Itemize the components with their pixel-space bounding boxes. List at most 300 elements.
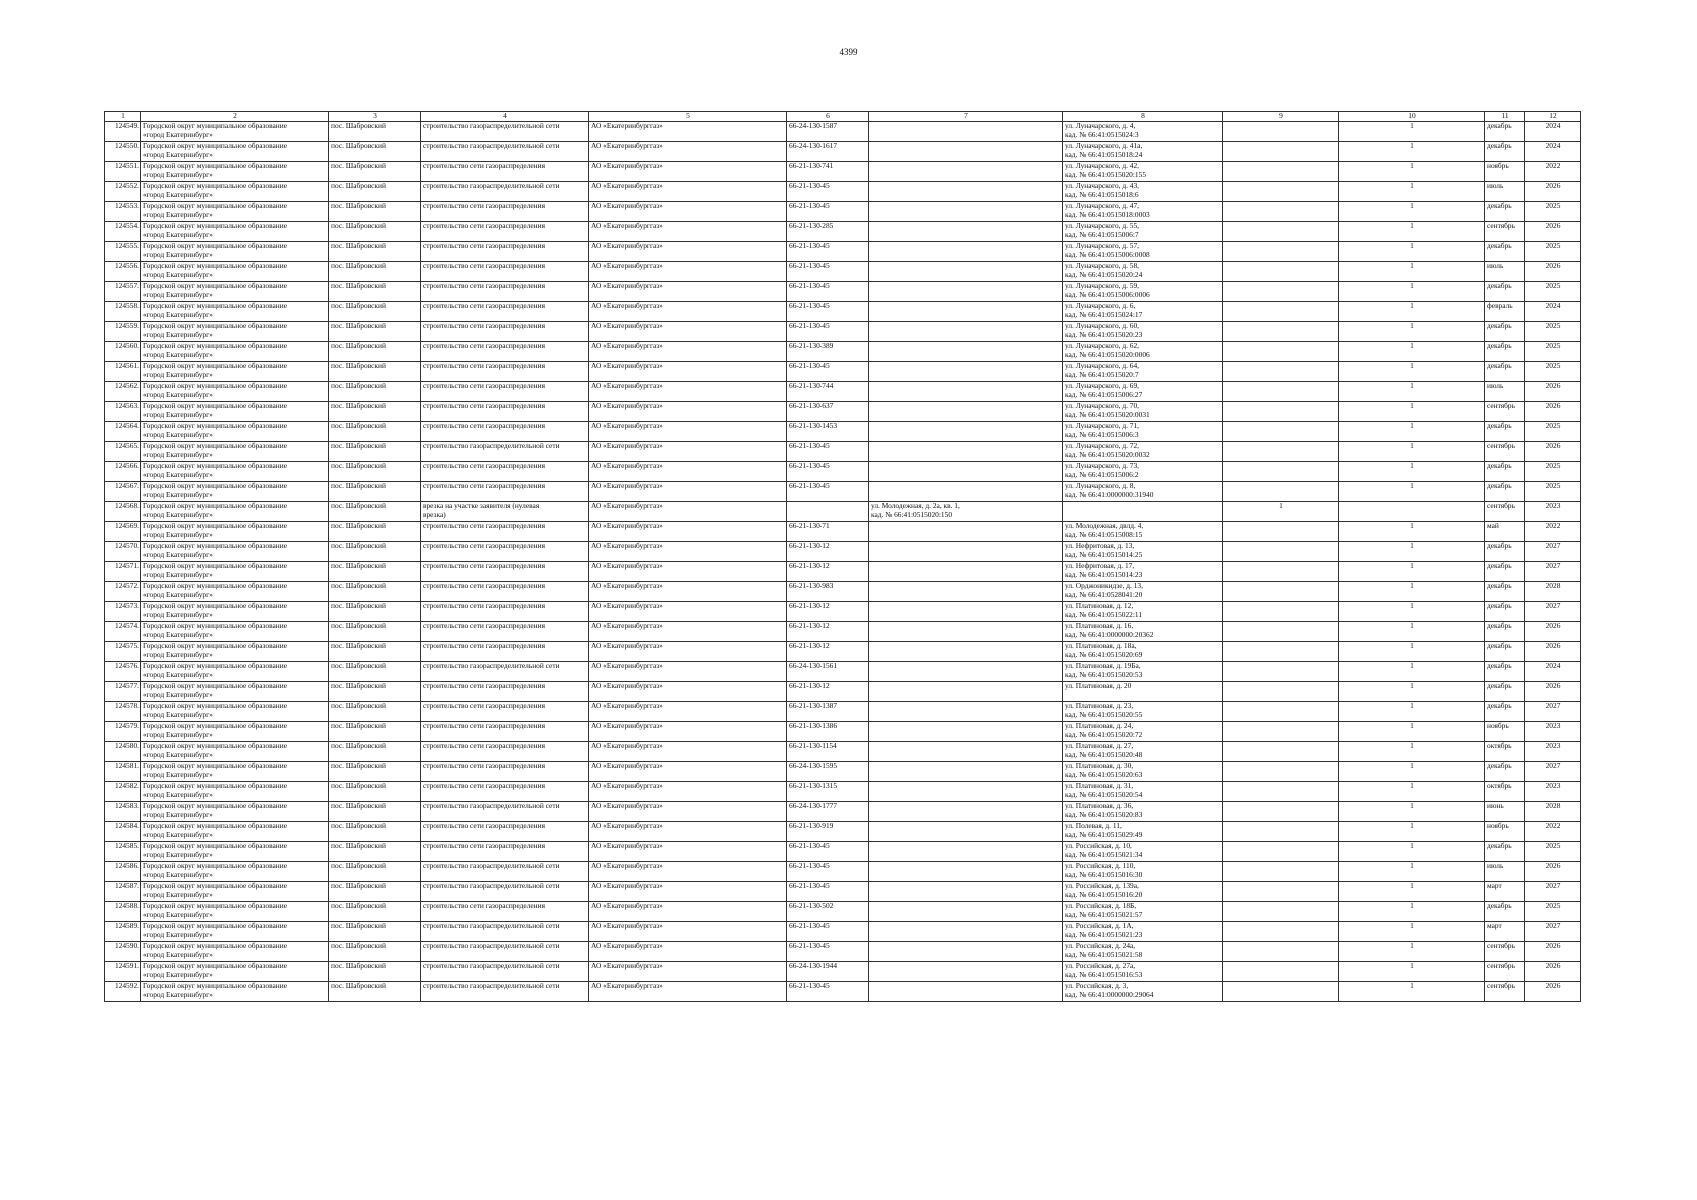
cell-organization-line-1: АО «Екатеринбурггаз» bbox=[591, 441, 663, 450]
cell-col10 bbox=[1339, 682, 1485, 702]
cell-municipality bbox=[141, 362, 329, 382]
cell-work-type bbox=[421, 602, 589, 622]
cell-col10 bbox=[1339, 602, 1485, 622]
cell-municipality-line-1: Городской округ муниципальное образование bbox=[143, 261, 287, 270]
cell-number bbox=[105, 962, 141, 982]
cell-number bbox=[105, 922, 141, 942]
cell-organization-line-1: АО «Екатеринбурггаз» bbox=[591, 381, 663, 390]
cell-municipality-line-1: Городской округ муниципальное образование bbox=[143, 161, 287, 170]
cell-col10 bbox=[1339, 942, 1485, 962]
cell-col10-line-1: 1 bbox=[1410, 981, 1414, 990]
cell-col7 bbox=[869, 262, 1063, 282]
cell-number-line-1: 124585. bbox=[114, 841, 139, 850]
cell-work-type bbox=[421, 842, 589, 862]
cell-number bbox=[105, 522, 141, 542]
cell-number bbox=[105, 822, 141, 842]
cell-number bbox=[105, 942, 141, 962]
cell-address-line-1: ул. Луначарского, д. 59, bbox=[1065, 281, 1140, 290]
cell-municipality bbox=[141, 562, 329, 582]
cell-col7 bbox=[869, 922, 1063, 942]
cell-work-type bbox=[421, 982, 589, 1002]
cell-address-line-2: кад. № 66:41:0515006:7 bbox=[1065, 229, 1139, 239]
cell-year bbox=[1525, 142, 1581, 162]
cell-locality-line-1: пос. Шабровский bbox=[331, 841, 386, 850]
cell-address-line-1: ул. Российская, д. 24а, bbox=[1065, 941, 1136, 950]
table-row bbox=[105, 402, 1581, 422]
cell-address-line-1: ул. Луначарского, д. 70, bbox=[1065, 401, 1140, 410]
cell-code bbox=[787, 582, 869, 602]
cell-code-line-1: 66-24-130-1561 bbox=[789, 661, 838, 670]
cell-locality-line-1: пос. Шабровский bbox=[331, 861, 386, 870]
cell-municipality-line-1: Городской округ муниципальное образование bbox=[143, 781, 287, 790]
cell-municipality-line-1: Городской округ муниципальное образование bbox=[143, 281, 287, 290]
table-row bbox=[105, 502, 1581, 522]
cell-organization bbox=[589, 522, 787, 542]
cell-organization bbox=[589, 202, 787, 222]
cell-municipality-line-1: Городской округ муниципальное образование bbox=[143, 661, 287, 670]
cell-col10-line-1: 1 bbox=[1410, 221, 1414, 230]
cell-code bbox=[787, 382, 869, 402]
cell-municipality-line-2: «город Екатеринбург» bbox=[143, 409, 213, 419]
cell-code bbox=[787, 162, 869, 182]
cell-locality bbox=[329, 942, 421, 962]
cell-code bbox=[787, 502, 869, 522]
cell-organization bbox=[589, 982, 787, 1002]
cell-address-line-2: кад. № 66:41:0515020:0032 bbox=[1065, 449, 1150, 459]
table-row bbox=[105, 462, 1581, 482]
cell-number-line-1: 124575. bbox=[114, 641, 139, 650]
cell-code bbox=[787, 242, 869, 262]
cell-organization-line-1: АО «Екатеринбурггаз» bbox=[591, 681, 663, 690]
cell-address bbox=[1063, 522, 1223, 542]
table-row bbox=[105, 942, 1581, 962]
table-row bbox=[105, 262, 1581, 282]
cell-number bbox=[105, 282, 141, 302]
cell-locality-line-1: пос. Шабровский bbox=[331, 181, 386, 190]
cell-organization bbox=[589, 142, 787, 162]
cell-year bbox=[1525, 562, 1581, 582]
cell-municipality bbox=[141, 422, 329, 442]
cell-address bbox=[1063, 822, 1223, 842]
cell-address bbox=[1063, 802, 1223, 822]
table-row bbox=[105, 622, 1581, 642]
cell-col9 bbox=[1223, 462, 1339, 482]
cell-work-type-line-1: строительство сети газораспределения bbox=[423, 361, 545, 370]
cell-year-line-1: 2024 bbox=[1545, 121, 1561, 130]
cell-code-line-1: 66-21-130-12 bbox=[789, 681, 830, 690]
cell-col7 bbox=[869, 662, 1063, 682]
cell-year-line-1: 2025 bbox=[1545, 421, 1561, 430]
cell-address-line-2: кад. № 66:41:0515016:20 bbox=[1065, 889, 1143, 899]
cell-work-type bbox=[421, 162, 589, 182]
cell-col10-line-1: 1 bbox=[1410, 641, 1414, 650]
cell-year-line-1: 2023 bbox=[1545, 721, 1561, 730]
cell-year-line-1: 2025 bbox=[1545, 201, 1561, 210]
cell-organization bbox=[589, 842, 787, 862]
cell-number-line-1: 124576. bbox=[114, 661, 139, 670]
cell-address bbox=[1063, 142, 1223, 162]
cell-code bbox=[787, 902, 869, 922]
cell-col7 bbox=[869, 702, 1063, 722]
cell-address-line-2: кад. № 66:41:0515029:49 bbox=[1065, 829, 1143, 839]
cell-organization-line-1: АО «Екатеринбурггаз» bbox=[591, 841, 663, 850]
cell-work-type-line-1: строительство сети газораспределения bbox=[423, 621, 545, 630]
cell-code-line-1: 66-21-130-1315 bbox=[789, 781, 838, 790]
cell-year-line-1: 2023 bbox=[1545, 741, 1561, 750]
cell-organization bbox=[589, 462, 787, 482]
cell-work-type bbox=[421, 422, 589, 442]
cell-number-line-1: 124588. bbox=[114, 901, 139, 910]
cell-municipality-line-2: «город Екатеринбург» bbox=[143, 389, 213, 399]
cell-work-type-line-1: строительство сети газораспределения bbox=[423, 241, 545, 250]
cell-number-line-1: 124561. bbox=[114, 361, 139, 370]
cell-municipality-line-1: Городской округ муниципальное образование bbox=[143, 881, 287, 890]
cell-work-type bbox=[421, 882, 589, 902]
cell-year bbox=[1525, 702, 1581, 722]
cell-organization-line-1: АО «Екатеринбурггаз» bbox=[591, 401, 663, 410]
cell-col9 bbox=[1223, 922, 1339, 942]
cell-municipality-line-2: «город Екатеринбург» bbox=[143, 809, 213, 819]
cell-col10-line-1: 1 bbox=[1410, 161, 1414, 170]
cell-code-line-1: 66-24-130-1617 bbox=[789, 141, 838, 150]
cell-col7 bbox=[869, 802, 1063, 822]
cell-work-type-line-1: строительство газораспределительной сети bbox=[423, 881, 560, 890]
cell-number-line-1: 124553. bbox=[114, 201, 139, 210]
cell-locality bbox=[329, 722, 421, 742]
cell-locality bbox=[329, 322, 421, 342]
cell-col9 bbox=[1223, 442, 1339, 462]
cell-code-line-1: 66-21-130-45 bbox=[789, 361, 830, 370]
cell-col10-line-1: 1 bbox=[1410, 541, 1414, 550]
cell-col10-line-1: 1 bbox=[1410, 461, 1414, 470]
cell-col9 bbox=[1223, 402, 1339, 422]
cell-locality-line-1: пос. Шабровский bbox=[331, 681, 386, 690]
table-row bbox=[105, 482, 1581, 502]
cell-month-line-1: декабрь bbox=[1487, 361, 1512, 370]
cell-month bbox=[1485, 282, 1525, 302]
cell-col7 bbox=[869, 402, 1063, 422]
cell-municipality-line-1: Городской округ муниципальное образование bbox=[143, 921, 287, 930]
cell-col10-line-1: 1 bbox=[1410, 721, 1414, 730]
cell-year bbox=[1525, 422, 1581, 442]
cell-month-line-1: ноябрь bbox=[1487, 721, 1509, 730]
cell-year-line-1: 2027 bbox=[1545, 761, 1561, 770]
cell-number bbox=[105, 722, 141, 742]
cell-work-type bbox=[421, 922, 589, 942]
cell-municipality bbox=[141, 842, 329, 862]
cell-col9 bbox=[1223, 162, 1339, 182]
cell-col10 bbox=[1339, 662, 1485, 682]
cell-year bbox=[1525, 922, 1581, 942]
cell-col10 bbox=[1339, 882, 1485, 902]
cell-year-line-1: 2025 bbox=[1545, 361, 1561, 370]
cell-locality-line-1: пос. Шабровский bbox=[331, 501, 386, 510]
cell-number bbox=[105, 802, 141, 822]
cell-col7 bbox=[869, 902, 1063, 922]
cell-address-line-1: ул. Луначарского, д. 41а, bbox=[1065, 141, 1143, 150]
cell-organization-line-1: АО «Екатеринбурггаз» bbox=[591, 861, 663, 870]
cell-month-line-1: ноябрь bbox=[1487, 821, 1509, 830]
cell-number bbox=[105, 262, 141, 282]
cell-address bbox=[1063, 542, 1223, 562]
cell-municipality-line-1: Городской округ муниципальное образование bbox=[143, 721, 287, 730]
table-row bbox=[105, 682, 1581, 702]
cell-month bbox=[1485, 582, 1525, 602]
cell-year-line-1: 2026 bbox=[1545, 641, 1561, 650]
cell-municipality-line-1: Городской округ муниципальное образование bbox=[143, 561, 287, 570]
cell-address-line-1: ул. Платиновая, д. 31, bbox=[1065, 781, 1134, 790]
cell-work-type bbox=[421, 862, 589, 882]
cell-municipality-line-1: Городской округ муниципальное образование bbox=[143, 301, 287, 310]
cell-col10 bbox=[1339, 262, 1485, 282]
cell-organization-line-1: АО «Екатеринбурггаз» bbox=[591, 961, 663, 970]
cell-address bbox=[1063, 882, 1223, 902]
cell-col7 bbox=[869, 322, 1063, 342]
cell-col9 bbox=[1223, 522, 1339, 542]
cell-work-type bbox=[421, 822, 589, 842]
cell-month bbox=[1485, 702, 1525, 722]
cell-organization-line-1: АО «Екатеринбурггаз» bbox=[591, 901, 663, 910]
cell-col10-line-1: 1 bbox=[1410, 701, 1414, 710]
cell-col10-line-1: 1 bbox=[1410, 621, 1414, 630]
cell-col10 bbox=[1339, 742, 1485, 762]
cell-address-line-1: ул. Молодежная, двлд. 4, bbox=[1065, 521, 1144, 530]
cell-work-type-line-1: строительство сети газораспределения bbox=[423, 741, 545, 750]
cell-municipality-line-1: Городской округ муниципальное образование bbox=[143, 421, 287, 430]
cell-year bbox=[1525, 322, 1581, 342]
cell-code-line-1: 66-21-130-45 bbox=[789, 321, 830, 330]
cell-code-line-1: 66-21-130-45 bbox=[789, 921, 830, 930]
cell-year bbox=[1525, 122, 1581, 142]
cell-locality-line-1: пос. Шабровский bbox=[331, 761, 386, 770]
cell-address bbox=[1063, 862, 1223, 882]
cell-organization-line-1: АО «Екатеринбурггаз» bbox=[591, 521, 663, 530]
cell-locality-line-1: пос. Шабровский bbox=[331, 921, 386, 930]
cell-number bbox=[105, 382, 141, 402]
cell-municipality-line-2: «город Екатеринбург» bbox=[143, 989, 213, 999]
cell-address-line-1: ул. Российская, д. 1А, bbox=[1065, 921, 1134, 930]
cell-month-line-1: декабрь bbox=[1487, 901, 1512, 910]
cell-year bbox=[1525, 582, 1581, 602]
cell-address-line-2: кад. № 66:41:0515024:3 bbox=[1065, 129, 1139, 139]
cell-address-line-2: кад. № 66:41:0515018:6 bbox=[1065, 189, 1139, 199]
cell-municipality bbox=[141, 442, 329, 462]
cell-address-line-1: ул. Полевая, д. 11, bbox=[1065, 821, 1122, 830]
cell-month bbox=[1485, 142, 1525, 162]
cell-month bbox=[1485, 842, 1525, 862]
cell-municipality-line-2: «город Екатеринбург» bbox=[143, 469, 213, 479]
cell-code bbox=[787, 402, 869, 422]
cell-col10 bbox=[1339, 582, 1485, 602]
cell-code-line-1: 66-21-130-744 bbox=[789, 381, 834, 390]
cell-work-type bbox=[421, 222, 589, 242]
cell-work-type-line-1: строительство сети газораспределения bbox=[423, 461, 545, 470]
cell-locality-line-1: пос. Шабровский bbox=[331, 801, 386, 810]
cell-code-line-1: 66-24-130-1595 bbox=[789, 761, 838, 770]
cell-address-line-2: кад. № 66:41:0515021:23 bbox=[1065, 929, 1143, 939]
cell-address-line-1: ул. Нефритовая, д. 13, bbox=[1065, 541, 1135, 550]
cell-locality bbox=[329, 502, 421, 522]
cell-municipality bbox=[141, 622, 329, 642]
cell-col10 bbox=[1339, 502, 1485, 522]
cell-number-line-1: 124581. bbox=[114, 761, 139, 770]
cell-work-type bbox=[421, 662, 589, 682]
cell-locality-line-1: пос. Шабровский bbox=[331, 661, 386, 670]
cell-locality-line-1: пос. Шабровский bbox=[331, 941, 386, 950]
cell-month-line-1: декабрь bbox=[1487, 621, 1512, 630]
cell-address bbox=[1063, 422, 1223, 442]
cell-col9 bbox=[1223, 202, 1339, 222]
cell-locality-line-1: пос. Шабровский bbox=[331, 781, 386, 790]
cell-locality bbox=[329, 182, 421, 202]
cell-organization bbox=[589, 902, 787, 922]
cell-address-line-2: кад. № 66:41:0515020:0031 bbox=[1065, 409, 1150, 419]
cell-organization bbox=[589, 602, 787, 622]
cell-year-line-1: 2024 bbox=[1545, 661, 1561, 670]
cell-code bbox=[787, 722, 869, 742]
cell-work-type-line-2: врезка) bbox=[423, 509, 446, 519]
cell-address-line-1: ул. Луначарского, д. 72, bbox=[1065, 441, 1140, 450]
cell-address bbox=[1063, 482, 1223, 502]
cell-address-line-2: кад. № 66:41:0515006:2 bbox=[1065, 469, 1139, 479]
cell-code bbox=[787, 662, 869, 682]
cell-col10 bbox=[1339, 902, 1485, 922]
cell-address bbox=[1063, 382, 1223, 402]
cell-municipality-line-1: Городской округ муниципальное образование bbox=[143, 601, 287, 610]
table-row bbox=[105, 342, 1581, 362]
cell-work-type bbox=[421, 462, 589, 482]
cell-municipality-line-2: «город Екатеринбург» bbox=[143, 969, 213, 979]
cell-work-type-line-1: строительство сети газораспределения bbox=[423, 541, 545, 550]
cell-year-line-1: 2026 bbox=[1545, 261, 1561, 270]
cell-col9 bbox=[1223, 982, 1339, 1002]
cell-col10 bbox=[1339, 402, 1485, 422]
cell-organization bbox=[589, 882, 787, 902]
cell-year-line-1: 2023 bbox=[1545, 781, 1561, 790]
column-header-2: 2 bbox=[141, 112, 329, 122]
cell-municipality bbox=[141, 242, 329, 262]
cell-municipality-line-2: «город Екатеринбург» bbox=[143, 369, 213, 379]
column-header-10: 10 bbox=[1339, 112, 1485, 122]
cell-col10-line-1: 1 bbox=[1410, 521, 1414, 530]
cell-number-line-1: 124587. bbox=[114, 881, 139, 890]
table-row bbox=[105, 982, 1581, 1002]
cell-col7 bbox=[869, 462, 1063, 482]
table-row bbox=[105, 722, 1581, 742]
cell-locality-line-1: пос. Шабровский bbox=[331, 541, 386, 550]
cell-locality bbox=[329, 962, 421, 982]
cell-organization-line-1: АО «Екатеринбурггаз» bbox=[591, 641, 663, 650]
cell-number-line-1: 124555. bbox=[114, 241, 139, 250]
table-row bbox=[105, 922, 1581, 942]
cell-year bbox=[1525, 302, 1581, 322]
cell-address bbox=[1063, 302, 1223, 322]
cell-month bbox=[1485, 742, 1525, 762]
cell-locality-line-1: пос. Шабровский bbox=[331, 701, 386, 710]
cell-address-line-2: кад. № 66:41:0515020:0006 bbox=[1065, 349, 1150, 359]
cell-month-line-1: июль bbox=[1487, 381, 1504, 390]
cell-municipality-line-1: Городской округ муниципальное образование bbox=[143, 541, 287, 550]
cell-address bbox=[1063, 562, 1223, 582]
cell-number-line-1: 124579. bbox=[114, 721, 139, 730]
cell-address-line-1: ул. Платиновая, д. 36, bbox=[1065, 801, 1134, 810]
cell-locality bbox=[329, 262, 421, 282]
cell-organization bbox=[589, 862, 787, 882]
cell-col10 bbox=[1339, 362, 1485, 382]
cell-col7 bbox=[869, 522, 1063, 542]
cell-month bbox=[1485, 502, 1525, 522]
cell-col9 bbox=[1223, 662, 1339, 682]
cell-work-type bbox=[421, 282, 589, 302]
cell-number-line-1: 124549. bbox=[114, 121, 139, 130]
cell-col10 bbox=[1339, 422, 1485, 442]
cell-municipality-line-1: Городской округ муниципальное образование bbox=[143, 401, 287, 410]
cell-code-line-1: 66-21-130-983 bbox=[789, 581, 834, 590]
cell-code bbox=[787, 742, 869, 762]
cell-year bbox=[1525, 962, 1581, 982]
cell-col7-line-2: кад. № 66:41:0515020:150 bbox=[871, 509, 953, 519]
cell-code-line-1: 66-21-130-389 bbox=[789, 341, 834, 350]
cell-col10 bbox=[1339, 622, 1485, 642]
cell-municipality-line-2: «город Екатеринбург» bbox=[143, 689, 213, 699]
cell-address-line-1: ул. Луначарского, д. 47, bbox=[1065, 201, 1140, 210]
cell-work-type-line-1: строительство сети газораспределения bbox=[423, 841, 545, 850]
table-row bbox=[105, 162, 1581, 182]
cell-number bbox=[105, 622, 141, 642]
cell-municipality-line-1: Городской округ муниципальное образование bbox=[143, 621, 287, 630]
cell-organization-line-1: АО «Екатеринбурггаз» bbox=[591, 821, 663, 830]
cell-address-line-1: ул. Луначарского, д. 62, bbox=[1065, 341, 1140, 350]
cell-year-line-1: 2025 bbox=[1545, 281, 1561, 290]
cell-organization-line-1: АО «Екатеринбурггаз» bbox=[591, 881, 663, 890]
cell-year-line-1: 2025 bbox=[1545, 241, 1561, 250]
cell-col7 bbox=[869, 642, 1063, 662]
cell-organization-line-1: АО «Екатеринбурггаз» bbox=[591, 181, 663, 190]
cell-number bbox=[105, 242, 141, 262]
cell-municipality-line-1: Городской округ муниципальное образование bbox=[143, 501, 287, 510]
cell-col9 bbox=[1223, 942, 1339, 962]
cell-work-type bbox=[421, 902, 589, 922]
cell-col9 bbox=[1223, 222, 1339, 242]
cell-year bbox=[1525, 882, 1581, 902]
cell-year-line-1: 2026 bbox=[1545, 861, 1561, 870]
cell-year bbox=[1525, 542, 1581, 562]
cell-code bbox=[787, 122, 869, 142]
table-row bbox=[105, 742, 1581, 762]
cell-col7 bbox=[869, 962, 1063, 982]
cell-year-line-1: 2026 bbox=[1545, 381, 1561, 390]
cell-address-line-1: ул. Луначарского, д. 4, bbox=[1065, 121, 1136, 130]
cell-col10 bbox=[1339, 762, 1485, 782]
cell-work-type-line-1: строительство газораспределительной сети bbox=[423, 661, 560, 670]
cell-address-line-2: кад. № 66:41:0515016:53 bbox=[1065, 969, 1143, 979]
cell-code-line-1: 66-21-130-45 bbox=[789, 861, 830, 870]
cell-month-line-1: декабрь bbox=[1487, 481, 1512, 490]
cell-address bbox=[1063, 162, 1223, 182]
cell-organization-line-1: АО «Екатеринбурггаз» bbox=[591, 701, 663, 710]
cell-locality bbox=[329, 522, 421, 542]
cell-municipality bbox=[141, 882, 329, 902]
cell-col9 bbox=[1223, 782, 1339, 802]
cell-number-line-1: 124583. bbox=[114, 801, 139, 810]
cell-organization bbox=[589, 502, 787, 522]
cell-organization bbox=[589, 342, 787, 362]
cell-work-type-line-1: строительство сети газораспределения bbox=[423, 581, 545, 590]
cell-year-line-1: 2026 bbox=[1545, 941, 1561, 950]
cell-month-line-1: октябрь bbox=[1487, 741, 1512, 750]
cell-col9 bbox=[1223, 422, 1339, 442]
cell-year-line-1: 2024 bbox=[1545, 301, 1561, 310]
